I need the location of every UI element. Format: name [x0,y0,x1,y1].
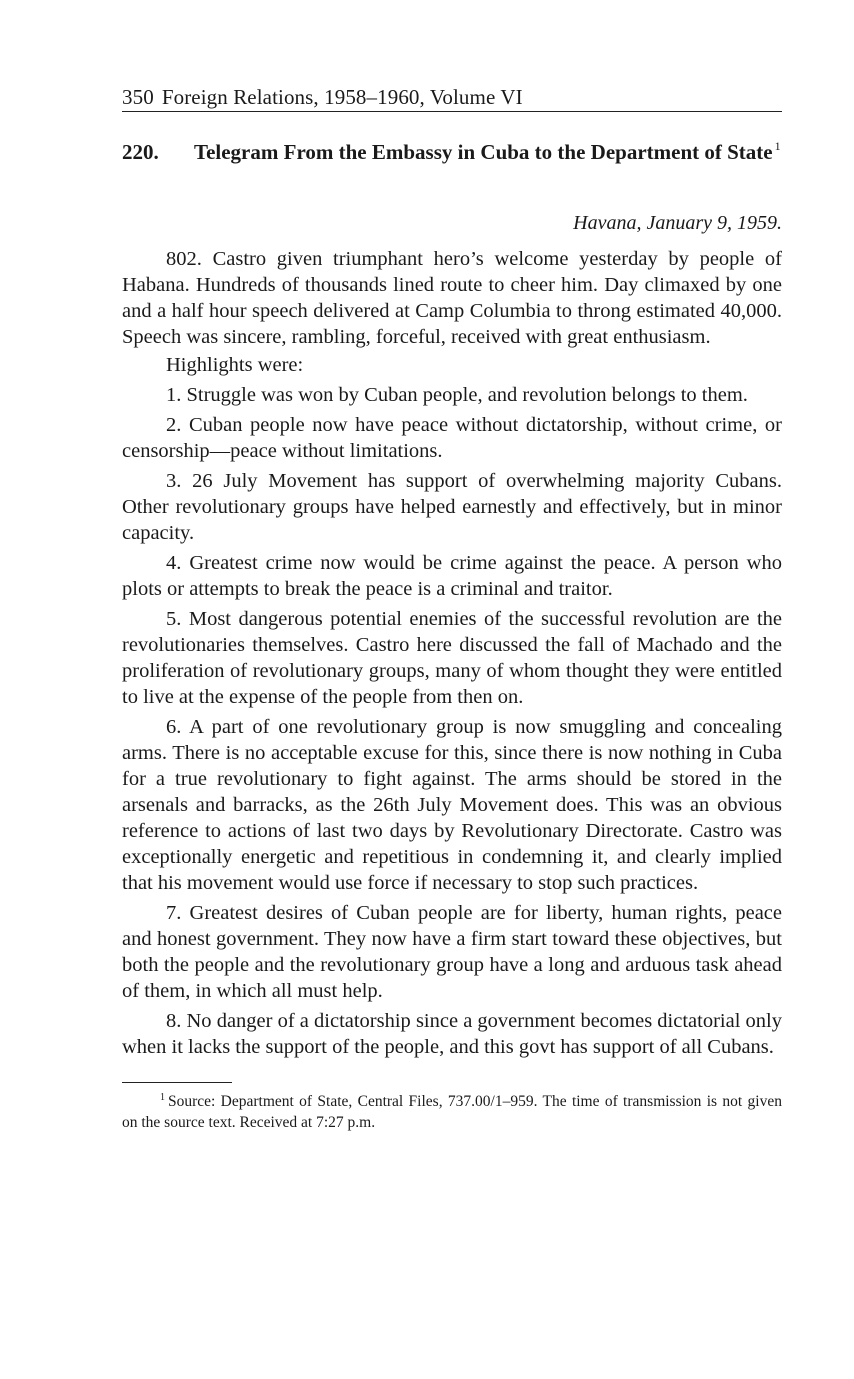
highlight-point: 6. A part of one revolutionary group is now smuggling and concealing arms. There is no acceptable excuse for this, since there is now nothing in Cuba for a true revolutionary to fight against. The arms should be stored in the arsenals and barracks, as the 26th July Movement does. This was an obvious reference to actions of last two days by Revolutionary Directorate. Castro was exceptionally energetic and repetitious in condemning it, and clearly implied that his movement would use force if necessary to stop such practices. [122,716,782,894]
document-title: Telegram From the Embassy in Cuba to the Department of State [194,140,773,164]
running-head [122,84,782,112]
footnote [122,1091,782,1133]
highlight-point: 2. Cuban people now have peace without dictatorship, without crime, or censorship—peace without limitations. [122,414,782,462]
footnote-marker: 1 [160,1092,165,1103]
document-title-block [194,139,782,165]
highlight-point: 8. No danger of a dictatorship since a government becomes dictatorial only when it lacks the support of the people, and this govt has support of all Cubans. [122,1010,782,1058]
telegram-body [122,246,782,1060]
highlight-point: 3. 26 July Movement has support of overwhelming majority Cubans. Other revolutionary groups have helped earnestly and effectively, but in minor capacity. [122,470,782,544]
dateline: Havana, January 9, 1959. [573,212,782,234]
highlight-point: 4. Greatest crime now would be crime against the peace. A person who plots or attempts to break the peace is a criminal and traitor. [122,552,782,600]
highlight-point: 1. Struggle was won by Cuban people, and revolution belongs to them. [166,384,748,406]
footnote-divider [122,1082,232,1083]
intro-paragraph: 802. Castro given triumphant hero’s welcome yesterday by people of Habana. Hundreds of thousands lined route to cheer him. Day climaxed by one and a half hour speech delivered at Camp Columbia to throng estimated 40,000. Speech was sincere, rambling, forceful, received with great enthusiasm. [122,248,782,348]
footnote-text: Source: Department of State, Central Files, 737.00/1–959. The time of transmission is not given on the source text. Received at 7:27 p.m. [122,1093,782,1131]
highlights-label: Highlights were: [166,354,304,376]
document-number: 220. [122,140,159,164]
highlight-point: 5. Most dangerous potential enemies of the successful revolution are the revolutionaries themselves. Castro here discussed the fall of Machado and the proliferation of revolutionary groups, many of whom thought they were entitled to live at the expense of the people from then on. [122,608,782,708]
document-page [122,84,782,1133]
footnote-reference[interactable]: 1 [774,139,781,153]
series-title: Foreign Relations, 1958–1960, Volume VI [161,85,523,109]
page-number: 350 [122,85,154,109]
document-heading [122,139,782,165]
highlight-point: 7. Greatest desires of Cuban people are for liberty, human rights, peace and honest government. They now have a firm start toward these objectives, but both the people and the revolutionary group have a long and arduous task ahead of them, in which all must help. [122,902,782,1002]
